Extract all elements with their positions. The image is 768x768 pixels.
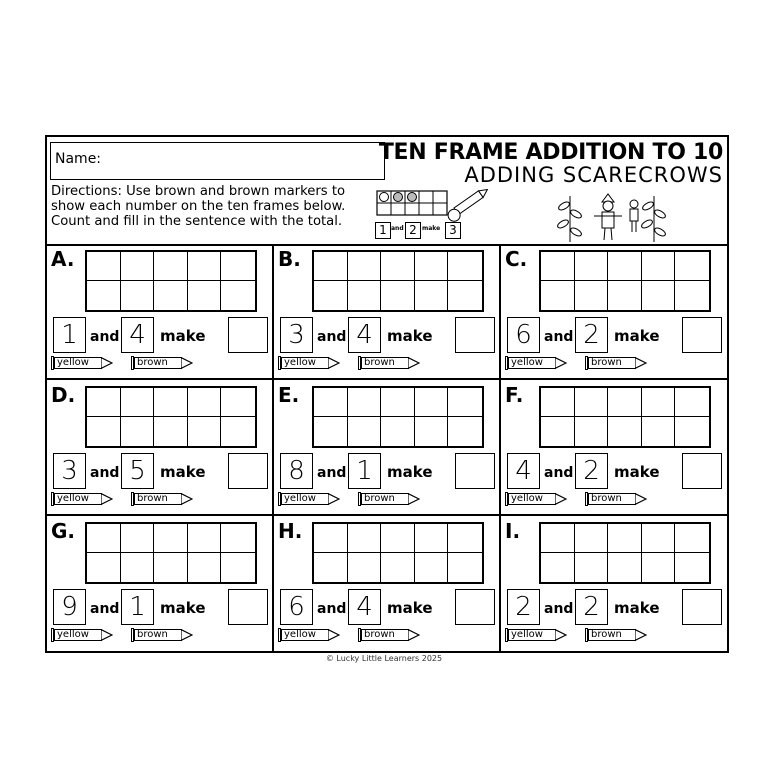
ten-frame-square[interactable] xyxy=(415,388,449,417)
ten-frame xyxy=(85,386,257,448)
ten-frame-square[interactable] xyxy=(642,388,676,417)
ten-frame-square[interactable] xyxy=(188,524,222,553)
and-word: and xyxy=(90,601,120,617)
ten-frame-square[interactable] xyxy=(608,281,642,310)
ten-frame-square[interactable] xyxy=(381,281,415,310)
ten-frame-square[interactable] xyxy=(675,417,709,446)
make-word: make xyxy=(614,463,660,481)
ten-frame-square[interactable] xyxy=(314,417,348,446)
ten-frame-square[interactable] xyxy=(415,553,449,582)
addend-b: 1 xyxy=(121,589,154,625)
ten-frame-square[interactable] xyxy=(608,252,642,281)
and-word: and xyxy=(90,329,120,345)
problem-cell xyxy=(501,244,728,380)
addend-b: 4 xyxy=(348,589,381,625)
problem-cell xyxy=(47,244,274,380)
addend-a: 2 xyxy=(507,589,540,625)
number-sentence xyxy=(278,589,503,627)
problem-letter: E. xyxy=(278,383,300,407)
ten-frame-square[interactable] xyxy=(415,417,449,446)
ten-frame-square[interactable] xyxy=(87,553,121,582)
ten-frame-square[interactable] xyxy=(381,417,415,446)
make-word: make xyxy=(387,599,433,617)
scarecrow-cornstalks-icon xyxy=(552,192,672,244)
and-word: and xyxy=(317,329,347,345)
problem-letter: B. xyxy=(278,247,301,271)
and-word: and xyxy=(317,601,347,617)
ten-frame-square[interactable] xyxy=(314,252,348,281)
ten-frame-square[interactable] xyxy=(642,417,676,446)
worksheet xyxy=(45,135,729,653)
answer-box[interactable] xyxy=(455,317,495,353)
ten-frame-square[interactable] xyxy=(154,388,188,417)
crayon-label: yellow xyxy=(281,357,329,369)
addend-a: 8 xyxy=(280,453,313,489)
example-number-a: 1 xyxy=(375,222,391,239)
number-sentence xyxy=(505,317,730,355)
crayon-label: yellow xyxy=(281,493,329,505)
make-word: make xyxy=(614,327,660,345)
problem-cell xyxy=(501,380,728,516)
number-sentence xyxy=(51,589,276,627)
ten-frame-square[interactable] xyxy=(541,388,575,417)
addend-a: 9 xyxy=(53,589,86,625)
name-field[interactable] xyxy=(50,142,385,180)
crayon-label: brown xyxy=(361,629,409,641)
addend-b: 2 xyxy=(575,453,608,489)
ten-frame-square[interactable] xyxy=(575,388,609,417)
ten-frame-square[interactable] xyxy=(221,417,255,446)
addend-a: 3 xyxy=(53,453,86,489)
crayon-label: brown xyxy=(588,629,636,641)
ten-frame-square[interactable] xyxy=(314,388,348,417)
ten-frame-square[interactable] xyxy=(415,524,449,553)
crayon-label: yellow xyxy=(508,357,556,369)
ten-frame-square[interactable] xyxy=(608,388,642,417)
ten-frame-square[interactable] xyxy=(642,553,676,582)
answer-box[interactable] xyxy=(682,453,722,489)
addend-b: 2 xyxy=(575,589,608,625)
ten-frame-square[interactable] xyxy=(221,252,255,281)
example-make: make xyxy=(422,225,441,232)
ten-frame-square[interactable] xyxy=(348,417,382,446)
problem-letter: F. xyxy=(505,383,524,407)
ten-frame-square[interactable] xyxy=(381,524,415,553)
ten-frame-square[interactable] xyxy=(121,388,155,417)
ten-frame-square[interactable] xyxy=(154,281,188,310)
and-word: and xyxy=(90,465,120,481)
problem-cell xyxy=(501,516,728,652)
ten-frame-square[interactable] xyxy=(221,388,255,417)
ten-frame-square[interactable] xyxy=(448,252,482,281)
ten-frame-square[interactable] xyxy=(154,417,188,446)
number-sentence xyxy=(51,453,276,491)
ten-frame-square[interactable] xyxy=(541,553,575,582)
ten-frame-square[interactable] xyxy=(381,252,415,281)
ten-frame xyxy=(85,250,257,312)
ten-frame xyxy=(312,250,484,312)
ten-frame-square[interactable] xyxy=(575,417,609,446)
answer-box[interactable] xyxy=(682,317,722,353)
ten-frame-square[interactable] xyxy=(608,553,642,582)
ten-frame-square[interactable] xyxy=(121,281,155,310)
ten-frame-square[interactable] xyxy=(675,252,709,281)
problem-cell xyxy=(47,380,274,516)
ten-frame-square[interactable] xyxy=(541,281,575,310)
make-word: make xyxy=(614,599,660,617)
problem-cell xyxy=(274,516,501,652)
ten-frame-square[interactable] xyxy=(314,281,348,310)
ten-frame-square[interactable] xyxy=(221,524,255,553)
ten-frame-square[interactable] xyxy=(221,553,255,582)
ten-frame xyxy=(539,250,711,312)
problem-cell xyxy=(47,516,274,652)
addend-a: 6 xyxy=(507,317,540,353)
number-sentence xyxy=(51,317,276,355)
ten-frame-square[interactable] xyxy=(348,281,382,310)
ten-frame-square[interactable] xyxy=(87,281,121,310)
ten-frame-square[interactable] xyxy=(348,524,382,553)
example-illustration xyxy=(375,189,515,243)
ten-frame-square[interactable] xyxy=(154,553,188,582)
crayon-label: yellow xyxy=(508,493,556,505)
answer-box[interactable] xyxy=(682,589,722,625)
ten-frame-square[interactable] xyxy=(541,524,575,553)
ten-frame xyxy=(312,522,484,584)
ten-frame-square[interactable] xyxy=(221,281,255,310)
ten-frame-square[interactable] xyxy=(448,281,482,310)
make-word: make xyxy=(160,599,206,617)
and-word: and xyxy=(317,465,347,481)
directions-text: Directions: Use brown and brown markers to show each number on the ten frames below. Count and fill in the sentence with the total. xyxy=(51,184,346,229)
crayon-label: brown xyxy=(134,493,182,505)
ten-frame-square[interactable] xyxy=(348,252,382,281)
ten-frame-square[interactable] xyxy=(188,281,222,310)
ten-frame-square[interactable] xyxy=(541,252,575,281)
ten-frame-square[interactable] xyxy=(675,281,709,310)
addend-b: 4 xyxy=(121,317,154,353)
ten-frame-square[interactable] xyxy=(348,388,382,417)
ten-frame-square[interactable] xyxy=(87,388,121,417)
addend-a: 3 xyxy=(280,317,313,353)
ten-frame-square[interactable] xyxy=(121,252,155,281)
problem-letter: H. xyxy=(278,519,303,543)
ten-frame-square[interactable] xyxy=(608,524,642,553)
problem-letter: I. xyxy=(505,519,521,543)
ten-frame xyxy=(312,386,484,448)
crayon-label: brown xyxy=(134,629,182,641)
ten-frame-square[interactable] xyxy=(188,417,222,446)
ten-frame-square[interactable] xyxy=(381,388,415,417)
number-sentence xyxy=(278,317,503,355)
ten-frame-square[interactable] xyxy=(348,553,382,582)
ten-frame-square[interactable] xyxy=(121,553,155,582)
addend-a: 4 xyxy=(507,453,540,489)
problem-cell xyxy=(274,244,501,380)
addend-b: 4 xyxy=(348,317,381,353)
crayon-label: yellow xyxy=(54,493,102,505)
addend-b: 2 xyxy=(575,317,608,353)
ten-frame-square[interactable] xyxy=(154,524,188,553)
problem-letter: G. xyxy=(51,519,76,543)
crayon-label: brown xyxy=(134,357,182,369)
ten-frame-square[interactable] xyxy=(575,524,609,553)
ten-frame-square[interactable] xyxy=(608,417,642,446)
ten-frame-square[interactable] xyxy=(314,553,348,582)
ten-frame-square[interactable] xyxy=(675,553,709,582)
addend-a: 1 xyxy=(53,317,86,353)
ten-frame-square[interactable] xyxy=(448,388,482,417)
ten-frame-square[interactable] xyxy=(575,281,609,310)
ten-frame-square[interactable] xyxy=(87,524,121,553)
problem-cell xyxy=(274,380,501,516)
make-word: make xyxy=(387,463,433,481)
ten-frame-square[interactable] xyxy=(675,524,709,553)
number-sentence xyxy=(505,453,730,491)
addend-b: 1 xyxy=(348,453,381,489)
addend-b: 5 xyxy=(121,453,154,489)
crayon-label: yellow xyxy=(508,629,556,641)
and-word: and xyxy=(544,329,574,345)
crayon-label: brown xyxy=(588,357,636,369)
ten-frame-square[interactable] xyxy=(448,553,482,582)
worksheet-subtitle: ADDING SCARECROWS xyxy=(464,163,723,187)
ten-frame-square[interactable] xyxy=(575,252,609,281)
problem-grid xyxy=(47,244,727,651)
name-label: Name: xyxy=(55,151,102,167)
ten-frame-square[interactable] xyxy=(448,417,482,446)
crayon-label: brown xyxy=(361,493,409,505)
number-sentence xyxy=(278,453,503,491)
and-word: and xyxy=(544,465,574,481)
ten-frame-square[interactable] xyxy=(675,388,709,417)
problem-letter: A. xyxy=(51,247,75,271)
ten-frame-square[interactable] xyxy=(121,524,155,553)
copyright-text: © Lucky Little Learners 2025 xyxy=(325,654,443,663)
example-sum: 3 xyxy=(445,222,461,239)
ten-frame-square[interactable] xyxy=(415,252,449,281)
problem-letter: D. xyxy=(51,383,76,407)
ten-frame-square[interactable] xyxy=(188,553,222,582)
ten-frame xyxy=(539,386,711,448)
ten-frame-square[interactable] xyxy=(642,524,676,553)
ten-frame xyxy=(85,522,257,584)
ten-frame-square[interactable] xyxy=(154,252,188,281)
example-number-b: 2 xyxy=(405,222,421,239)
answer-box[interactable] xyxy=(228,589,268,625)
ten-frame-square[interactable] xyxy=(87,252,121,281)
worksheet-title: TEN FRAME ADDITION TO 10 xyxy=(378,140,723,165)
make-word: make xyxy=(160,463,206,481)
answer-box[interactable] xyxy=(455,453,495,489)
make-word: make xyxy=(160,327,206,345)
ten-frame-square[interactable] xyxy=(121,417,155,446)
ten-frame-square[interactable] xyxy=(87,417,121,446)
crayon-label: brown xyxy=(361,357,409,369)
ten-frame-square[interactable] xyxy=(642,281,676,310)
ten-frame-square[interactable] xyxy=(314,524,348,553)
and-word: and xyxy=(544,601,574,617)
crayon-label: yellow xyxy=(54,629,102,641)
ten-frame-square[interactable] xyxy=(541,417,575,446)
make-word: make xyxy=(387,327,433,345)
crayon-label: yellow xyxy=(54,357,102,369)
example-and: and xyxy=(391,225,404,232)
ten-frame-square[interactable] xyxy=(575,553,609,582)
ten-frame-square[interactable] xyxy=(642,252,676,281)
answer-box[interactable] xyxy=(228,453,268,489)
answer-box[interactable] xyxy=(228,317,268,353)
ten-frame-square[interactable] xyxy=(415,281,449,310)
ten-frame-square[interactable] xyxy=(448,524,482,553)
ten-frame-square[interactable] xyxy=(188,252,222,281)
number-sentence xyxy=(505,589,730,627)
answer-box[interactable] xyxy=(455,589,495,625)
ten-frame-square[interactable] xyxy=(188,388,222,417)
worksheet-header xyxy=(47,137,727,246)
crayon-label: yellow xyxy=(281,629,329,641)
ten-frame xyxy=(539,522,711,584)
problem-letter: C. xyxy=(505,247,528,271)
addend-a: 6 xyxy=(280,589,313,625)
ten-frame-square[interactable] xyxy=(381,553,415,582)
crayon-label: brown xyxy=(588,493,636,505)
